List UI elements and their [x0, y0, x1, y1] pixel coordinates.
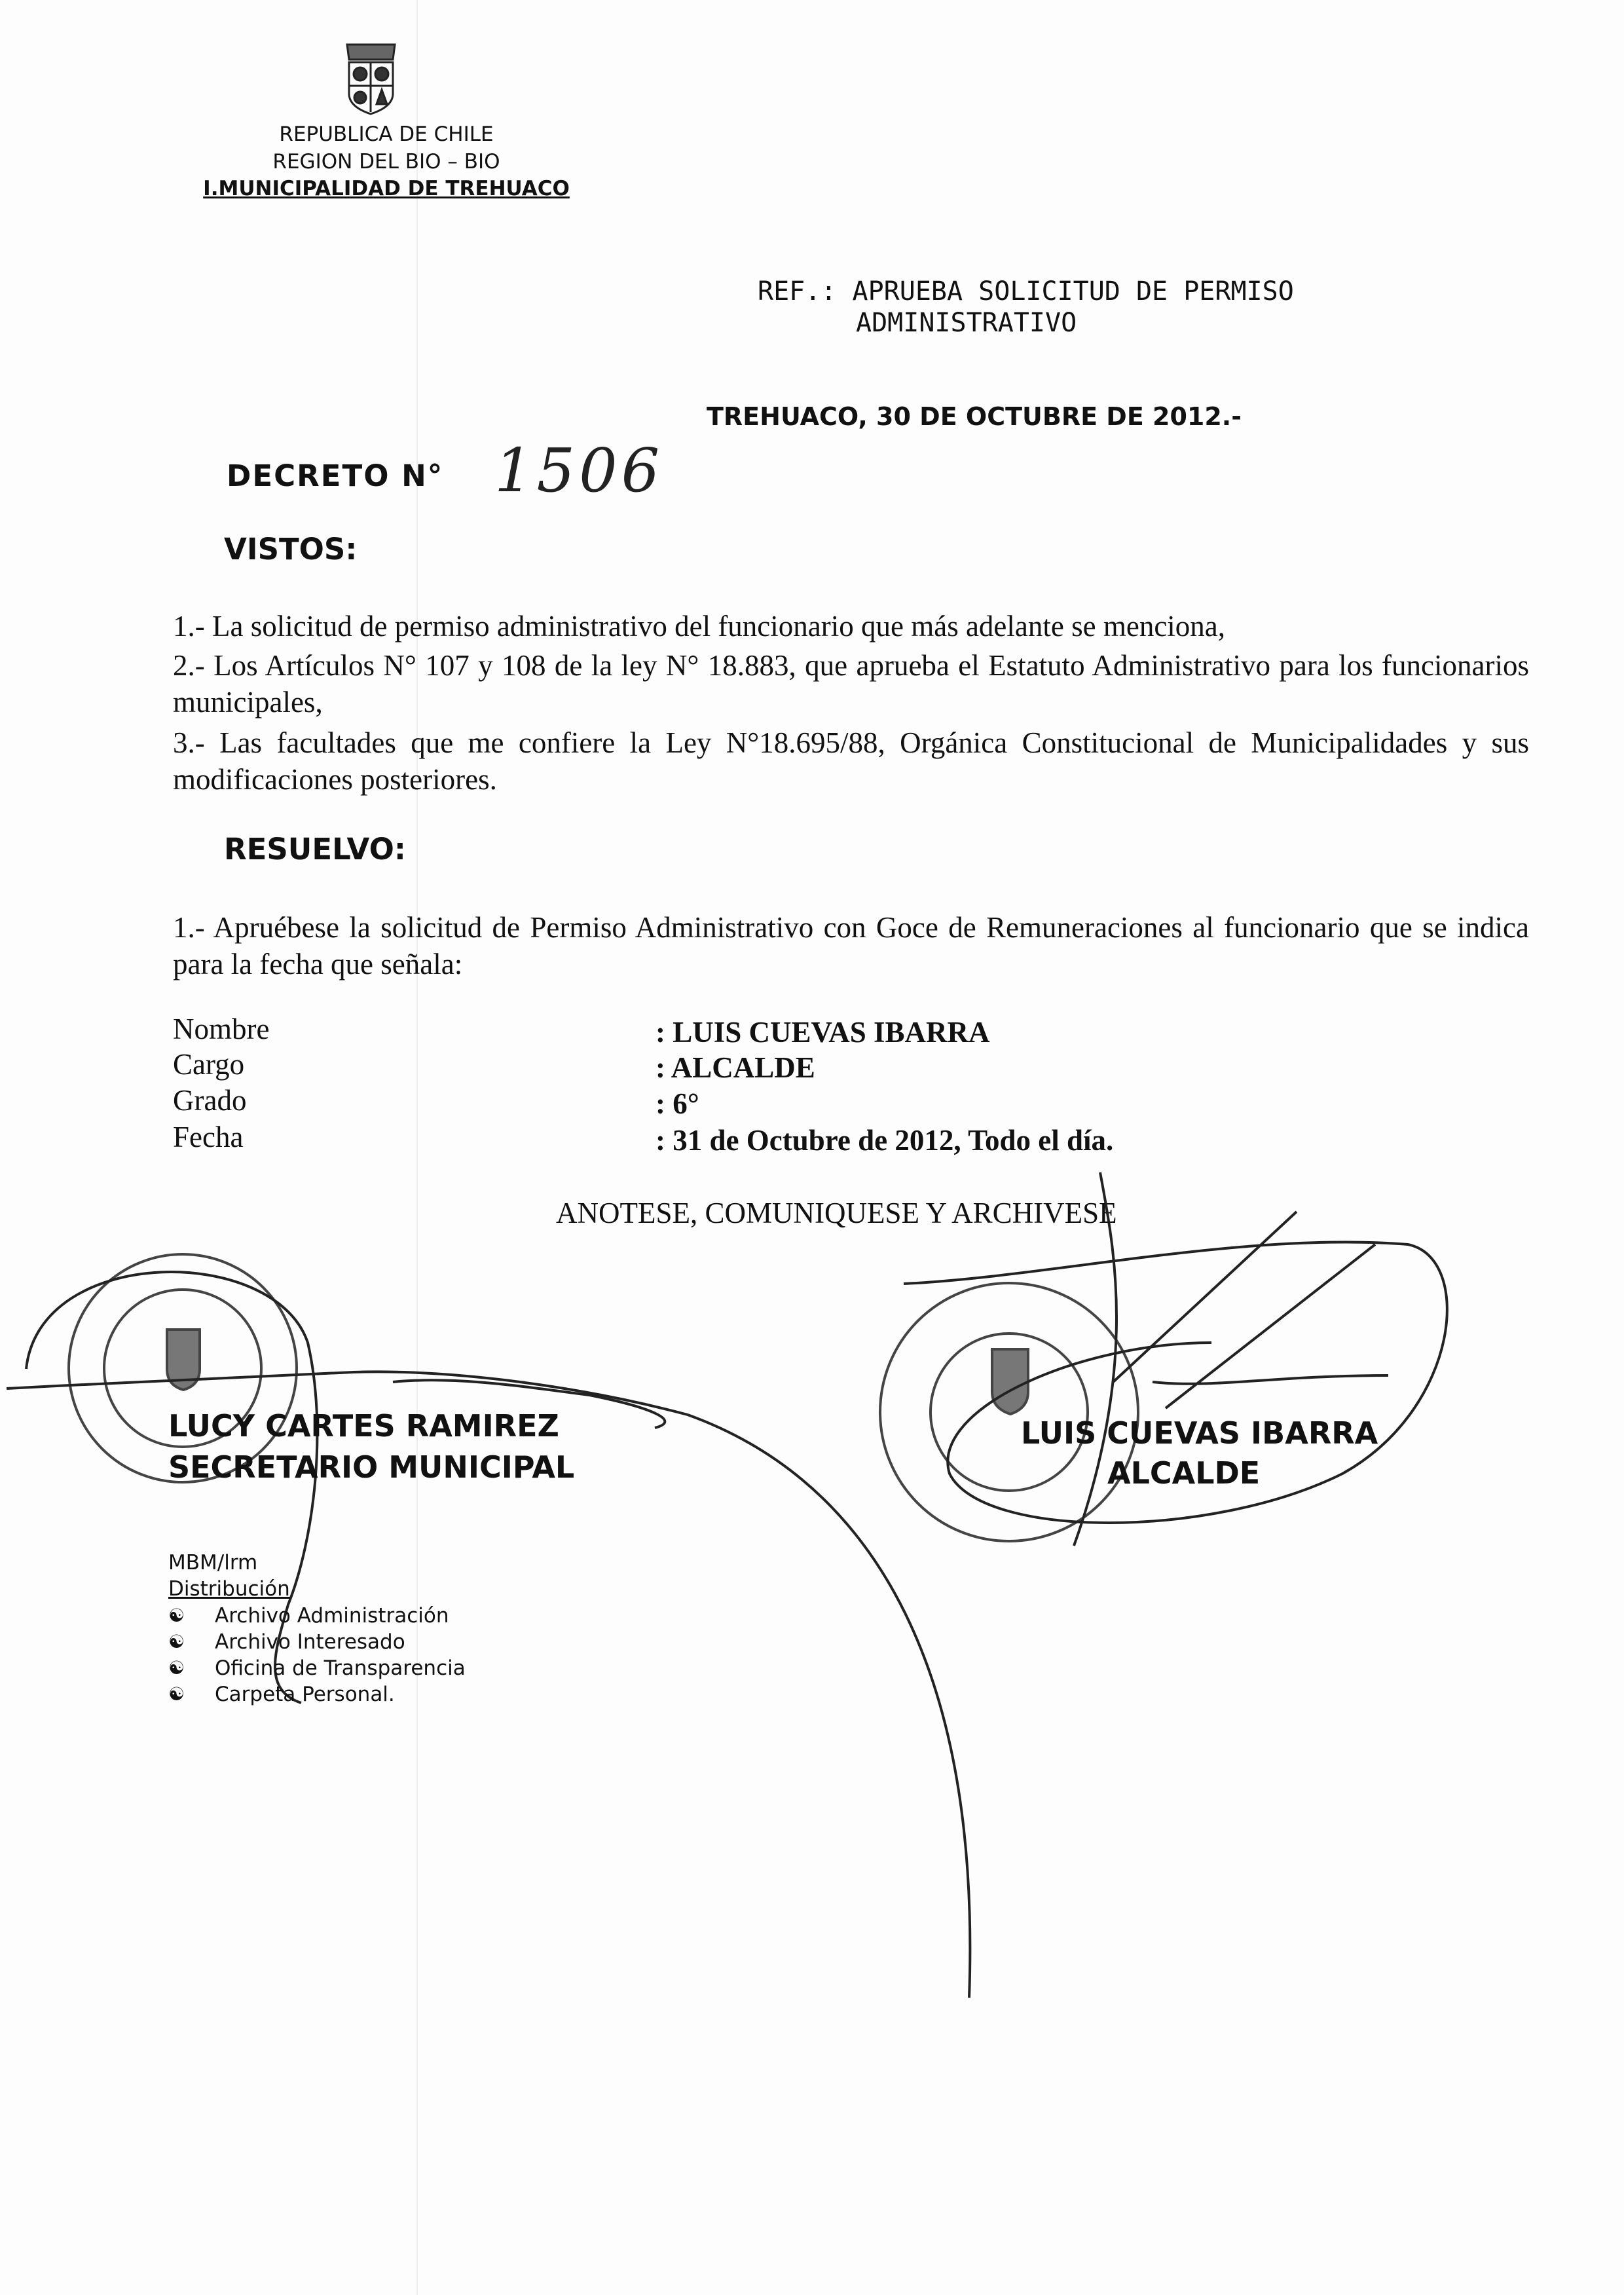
header-municipality: I.MUNICIPALIDAD DE TREHUACO [203, 177, 570, 200]
field-label-cargo: Cargo [173, 1048, 245, 1081]
right-signer-name: LUIS CUEVAS IBARRA [1021, 1415, 1378, 1451]
distribution-item: Archivo Interesado [215, 1630, 405, 1654]
vistos-item-3: 3.- Las facultades que me confiere la Ley N°18.695/88, Orgánica Constitucional de Municipalidades y sus modificaciones posteriores. [173, 726, 1529, 796]
left-signer-name: LUCY CARTES RAMIREZ [168, 1408, 559, 1444]
field-value-nombre: : LUIS CUEVAS IBARRA [655, 1016, 990, 1049]
decree-label: DECRETO N° [227, 458, 444, 493]
vistos-heading: VISTOS: [224, 532, 358, 567]
header-republic: REPUBLICA DE CHILE [279, 122, 494, 146]
place-date: TREHUACO, 30 DE OCTUBRE DE 2012.- [707, 402, 1242, 431]
distribution-label: Distribución [168, 1577, 290, 1601]
header-region: REGION DEL BIO – BIO [272, 150, 500, 174]
ref-line-1: REF.: APRUEBA SOLICITUD DE PERMISO [758, 276, 1294, 307]
yin-yang-icon: ☯ [168, 1632, 185, 1652]
field-label-nombre: Nombre [173, 1013, 270, 1045]
closing-formula: ANOTESE, COMUNIQUESE Y ARCHIVESE [556, 1197, 1117, 1229]
field-value-grado: : 6° [655, 1087, 699, 1120]
field-label-grado: Grado [173, 1084, 247, 1117]
scan-fold-line [416, 0, 418, 2295]
vistos-item-2: 2.- Los Artículos N° 107 y 108 de la ley N° 18.883, que aprueba el Estatuto Administrativo para los funcionarios municipales, [173, 649, 1529, 718]
yin-yang-icon: ☯ [168, 1606, 185, 1626]
vistos-item-1: 1.- La solicitud de permiso administrativo del funcionario que más adelante se menciona, [173, 610, 1226, 643]
resuelvo-text: 1.- Apruébese la solicitud de Permiso Administrativo con Goce de Remuneraciones al funcionario que se indica para la fecha que señala: [173, 911, 1529, 980]
resuelvo-heading: RESUELVO: [224, 832, 406, 867]
left-signer-title: SECRETARIO MUNICIPAL [168, 1449, 575, 1485]
yin-yang-icon: ☯ [168, 1658, 185, 1679]
distribution-item: Oficina de Transparencia [215, 1656, 466, 1680]
distribution-item: Carpeta Personal. [215, 1683, 395, 1706]
decree-number-handwritten: 1506 [494, 436, 664, 506]
left-stamp [69, 1254, 297, 1482]
field-value-fecha: : 31 de Octubre de 2012, Todo el día. [655, 1124, 1114, 1157]
ref-line-2: ADMINISTRATIVO [856, 308, 1077, 338]
right-stamp [880, 1283, 1138, 1541]
initials: MBM/lrm [168, 1551, 258, 1575]
field-value-cargo: : ALCALDE [655, 1051, 815, 1084]
field-label-fecha: Fecha [173, 1121, 244, 1153]
right-signer-title: ALCALDE [1107, 1455, 1261, 1491]
yin-yang-icon: ☯ [168, 1685, 185, 1705]
distribution-item: Archivo Administración [215, 1604, 449, 1628]
left-signature [7, 1272, 970, 1998]
